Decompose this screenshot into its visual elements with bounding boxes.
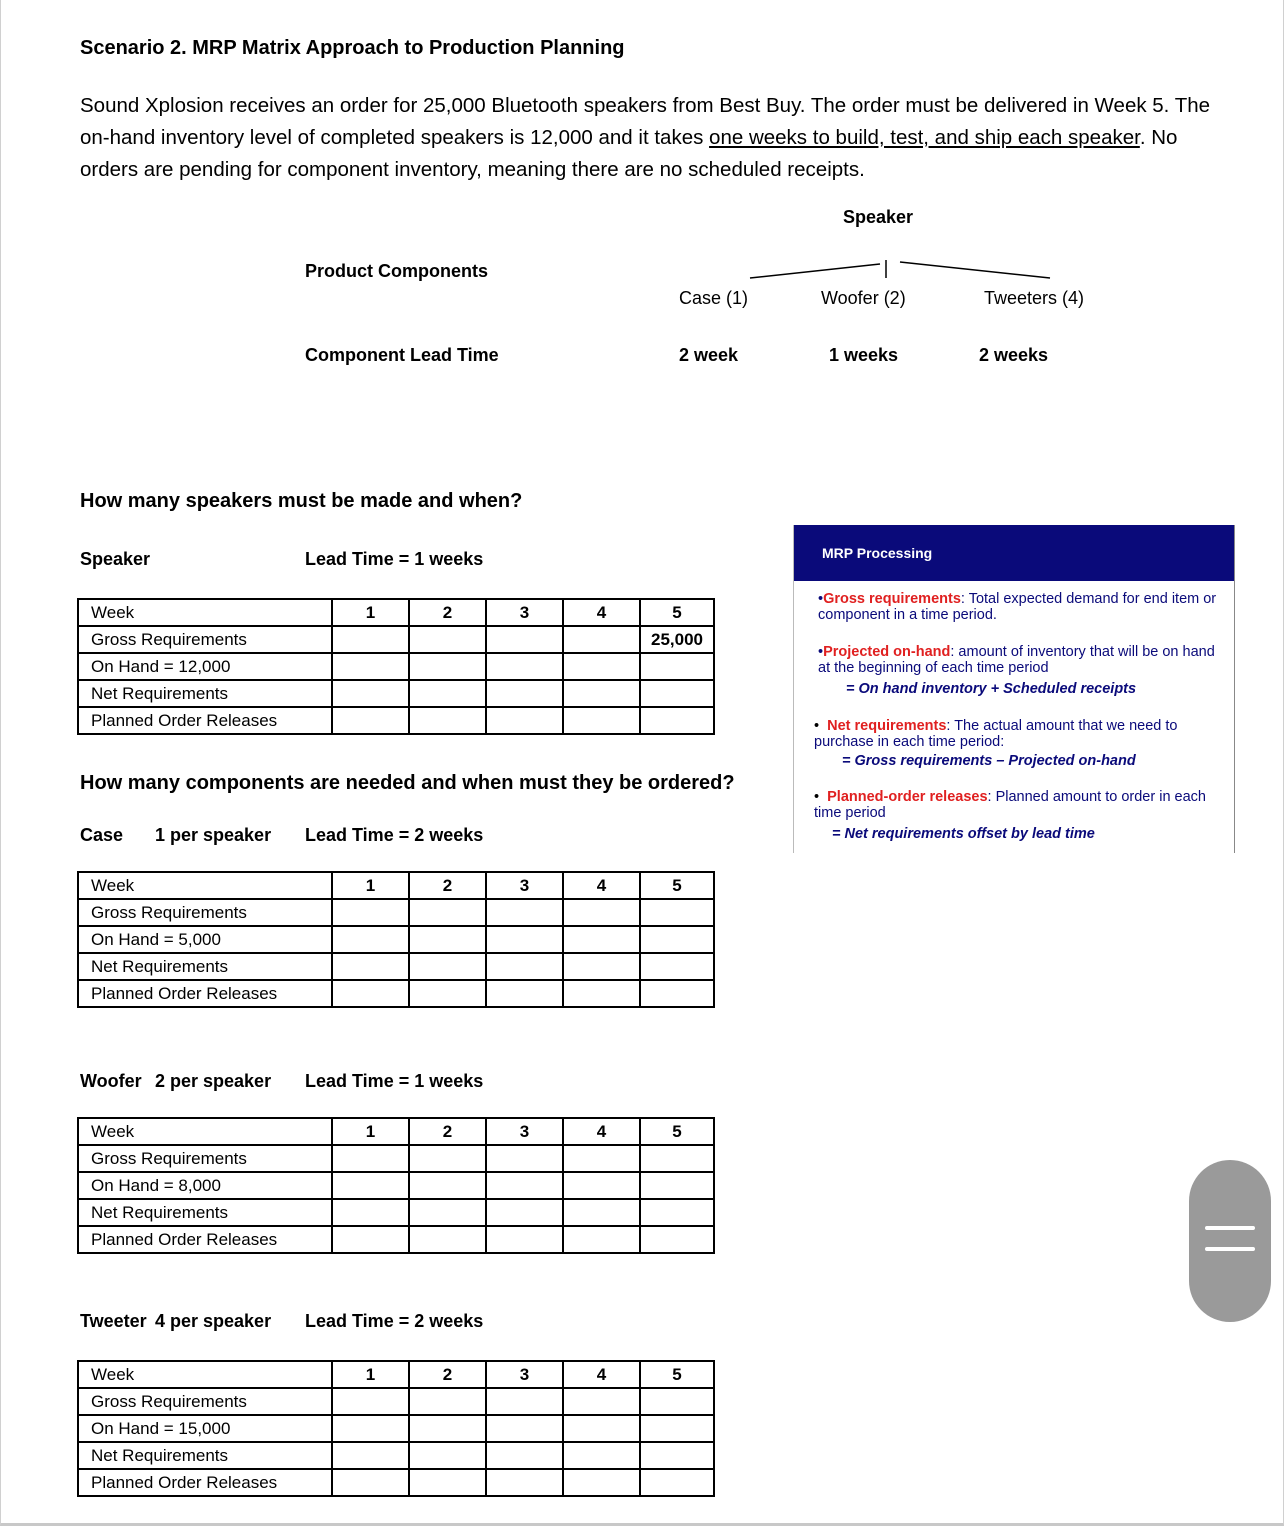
onhand-row [78, 1172, 714, 1199]
component-lead-time-label: Component Lead Time [305, 345, 499, 365]
planned-cell[interactable] [486, 1226, 563, 1253]
planned-label: Planned Order Releases [78, 707, 332, 734]
net-row [78, 1442, 714, 1469]
week-header: 1 [332, 872, 409, 899]
gross-cell[interactable] [563, 1145, 640, 1172]
mrp-formula: = Gross requirements – Projected on-hand [842, 753, 1136, 769]
tweeter-mrp-table [77, 1360, 715, 1497]
gross-cell[interactable] [409, 1145, 486, 1172]
planned-cell[interactable] [332, 980, 409, 1007]
onhand-cell[interactable] [486, 1172, 563, 1199]
gross-row [78, 1388, 714, 1415]
week-header: 1 [332, 599, 409, 626]
gross-cell[interactable] [332, 626, 409, 653]
scenario-paragraph [80, 90, 1220, 186]
tweeter-per-speaker: 4 per speaker [155, 1311, 272, 1331]
planned-cell[interactable] [409, 1226, 486, 1253]
onhand-cell[interactable] [332, 926, 409, 953]
question-speakers: How many speakers must be made and when? [80, 490, 523, 512]
mrp-desc: Planned amount to order in each time period [814, 789, 1206, 821]
week-header: 2 [409, 1361, 486, 1388]
gross-row [78, 626, 714, 653]
mrp-processing-header [794, 525, 1234, 581]
bullet-icon: • [818, 591, 824, 607]
bom-component-case: Case (1) [679, 288, 749, 308]
bom-root: Speaker [843, 207, 914, 227]
week-header: 5 [640, 1361, 714, 1388]
onhand-cell[interactable] [640, 1415, 714, 1442]
week-header: 5 [640, 599, 714, 626]
planned-cell[interactable] [563, 1469, 640, 1496]
net-cell[interactable] [640, 953, 714, 980]
intro-text-1: Sound Xplosion receives an order for 25,000 Bluetooth speakers from Best Buy. The order must be delivered in Week 5. The on-hand inventory level of completed speakers is 12,000 and it takes [80, 94, 1211, 149]
net-cell[interactable] [640, 680, 714, 707]
net-row [78, 953, 714, 980]
gross-cell[interactable] [486, 1145, 563, 1172]
lead-time-case: 2 week [679, 345, 739, 365]
week-label: Week [78, 1118, 332, 1145]
onhand-label: On Hand = 5,000 [78, 926, 332, 953]
bullet-icon: • [814, 718, 820, 734]
mrp-term: Net requirements [827, 718, 947, 734]
onhand-cell[interactable] [640, 653, 714, 680]
mrp-processing-panel [793, 525, 1235, 853]
week-row [78, 1118, 714, 1145]
net-cell[interactable] [640, 1199, 714, 1226]
mrp-desc: amount of inventory that will be on hand at the beginning of each time period [818, 644, 1215, 676]
speaker-lead-time: Lead Time = 1 weeks [305, 549, 484, 569]
net-cell[interactable] [563, 1442, 640, 1469]
planned-cell[interactable] [640, 980, 714, 1007]
net-cell[interactable] [332, 1199, 409, 1226]
net-cell[interactable] [409, 1199, 486, 1226]
onhand-label: On Hand = 15,000 [78, 1415, 332, 1442]
gross-label: Gross Requirements [78, 1145, 332, 1172]
net-cell[interactable] [332, 953, 409, 980]
planned-row [78, 1226, 714, 1253]
mrp-term: Gross requirements [823, 591, 961, 607]
week-header: 2 [409, 599, 486, 626]
gross-row [78, 1145, 714, 1172]
gross-cell[interactable] [640, 899, 714, 926]
planned-cell[interactable] [409, 980, 486, 1007]
gross-cell[interactable] [486, 626, 563, 653]
net-cell[interactable] [332, 680, 409, 707]
onhand-cell[interactable] [332, 1415, 409, 1442]
onhand-row [78, 653, 714, 680]
mrp-desc: Total expected demand for end item or component in a time period. [818, 591, 1217, 623]
planned-row [78, 980, 714, 1007]
gross-cell[interactable] [640, 1145, 714, 1172]
onhand-cell[interactable] [332, 1172, 409, 1199]
planned-cell[interactable] [640, 707, 714, 734]
onhand-label: On Hand = 12,000 [78, 653, 332, 680]
mrp-formula: = On hand inventory + Scheduled receipts [846, 681, 1137, 697]
net-cell[interactable] [563, 953, 640, 980]
lead-time-tweeters: 2 weeks [979, 345, 1049, 365]
net-cell[interactable] [409, 953, 486, 980]
net-row [78, 1199, 714, 1226]
onhand-cell[interactable] [486, 926, 563, 953]
gross-cell[interactable] [640, 1388, 714, 1415]
handle-grip-line [1205, 1226, 1255, 1230]
week-header: 5 [640, 1118, 714, 1145]
mrp-item-projected [818, 644, 1228, 697]
onhand-cell[interactable] [409, 926, 486, 953]
intro-text-2: . No orders are pending for component inventory, meaning there are no scheduled receipts. [80, 126, 1178, 181]
mrp-formula: = Net requirements offset by lead time [832, 826, 1095, 842]
gross-cell[interactable] [563, 1388, 640, 1415]
gross-cell[interactable] [332, 899, 409, 926]
planned-cell[interactable] [332, 707, 409, 734]
woofer-mrp-table [77, 1117, 715, 1254]
net-cell[interactable] [409, 680, 486, 707]
planned-cell[interactable] [332, 1469, 409, 1496]
planned-cell[interactable] [640, 1469, 714, 1496]
gross-cell[interactable] [409, 899, 486, 926]
tweeter-table-name: Tweeter [80, 1311, 147, 1331]
gross-cell[interactable] [486, 1388, 563, 1415]
mrp-desc: The actual amount that we need to purchase in each time period: [814, 718, 1178, 750]
planned-cell[interactable] [563, 980, 640, 1007]
net-cell[interactable] [563, 1199, 640, 1226]
mrp-term: Projected on-hand [823, 644, 951, 660]
onhand-cell[interactable] [563, 1415, 640, 1442]
woofer-lead-time: Lead Time = 1 weeks [305, 1071, 484, 1091]
split-view-handle[interactable] [1189, 1160, 1271, 1322]
net-label: Net Requirements [78, 953, 332, 980]
speaker-table-name: Speaker [80, 549, 151, 569]
woofer-table-name: Woofer [80, 1071, 142, 1091]
week-header: 4 [563, 872, 640, 899]
week-header: 3 [486, 872, 563, 899]
week-label: Week [78, 872, 332, 899]
net-cell[interactable] [563, 680, 640, 707]
planned-cell[interactable] [640, 1226, 714, 1253]
mrp-colon: : [987, 789, 992, 805]
gross-cell[interactable] [563, 626, 640, 653]
week-header: 4 [563, 1361, 640, 1388]
gross-cell[interactable] [563, 899, 640, 926]
planned-cell[interactable] [563, 1226, 640, 1253]
onhand-cell[interactable] [640, 926, 714, 953]
planned-cell[interactable] [486, 1469, 563, 1496]
net-cell[interactable] [486, 953, 563, 980]
onhand-cell[interactable] [563, 653, 640, 680]
net-cell[interactable] [640, 1442, 714, 1469]
onhand-cell[interactable] [486, 1415, 563, 1442]
bom-component-tweeters: Tweeters (4) [984, 288, 1085, 308]
week-row [78, 599, 714, 626]
question-components: How many components are needed and when must they be ordered? [80, 772, 735, 794]
mrp-item-net [814, 718, 1224, 769]
planned-label: Planned Order Releases [78, 1469, 332, 1496]
net-label: Net Requirements [78, 680, 332, 707]
page-title: Scenario 2. MRP Matrix Approach to Production Planning [80, 37, 625, 59]
net-cell[interactable] [486, 1442, 563, 1469]
week-label: Week [78, 1361, 332, 1388]
net-cell[interactable] [486, 1199, 563, 1226]
planned-cell[interactable] [563, 707, 640, 734]
onhand-row [78, 1415, 714, 1442]
onhand-cell[interactable] [486, 653, 563, 680]
gross-label: Gross Requirements [78, 899, 332, 926]
onhand-cell[interactable] [563, 926, 640, 953]
lead-time-woofer: 1 weeks [829, 345, 899, 365]
handle-grip-line [1205, 1247, 1255, 1251]
week-header: 2 [409, 872, 486, 899]
case-table-name: Case [80, 825, 124, 845]
case-per-speaker: 1 per speaker [155, 825, 272, 845]
gross-cell[interactable] [409, 626, 486, 653]
bullet-icon: • [814, 789, 820, 805]
week-header: 3 [486, 1361, 563, 1388]
week-header: 1 [332, 1118, 409, 1145]
gross-label: Gross Requirements [78, 626, 332, 653]
mrp-colon: : [950, 644, 955, 660]
planned-cell[interactable] [332, 1226, 409, 1253]
bullet-icon: • [818, 644, 824, 660]
bom-component-woofer: Woofer (2) [821, 288, 906, 308]
mrp-processing-title: MRP Processing [822, 545, 933, 561]
net-label: Net Requirements [78, 1442, 332, 1469]
gross-label: Gross Requirements [78, 1388, 332, 1415]
week-header: 2 [409, 1118, 486, 1145]
gross-cell[interactable] [332, 1145, 409, 1172]
onhand-row [78, 926, 714, 953]
mrp-term: Planned-order releases [827, 789, 988, 805]
week-row [78, 1361, 714, 1388]
tweeter-lead-time: Lead Time = 2 weeks [305, 1311, 484, 1331]
gross-cell[interactable] [409, 1388, 486, 1415]
planned-cell[interactable] [409, 1469, 486, 1496]
planned-label: Planned Order Releases [78, 980, 332, 1007]
net-row [78, 680, 714, 707]
woofer-per-speaker: 2 per speaker [155, 1071, 272, 1091]
planned-row [78, 707, 714, 734]
planned-row [78, 1469, 714, 1496]
planned-cell[interactable] [409, 707, 486, 734]
case-lead-time: Lead Time = 2 weeks [305, 825, 484, 845]
gross-cell[interactable] [486, 899, 563, 926]
planned-label: Planned Order Releases [78, 1226, 332, 1253]
planned-cell[interactable] [486, 707, 563, 734]
onhand-cell[interactable] [332, 653, 409, 680]
week-header: 4 [563, 599, 640, 626]
onhand-cell[interactable] [409, 1172, 486, 1199]
onhand-cell[interactable] [640, 1172, 714, 1199]
planned-cell[interactable] [486, 980, 563, 1007]
bom-tree-lines [740, 250, 1060, 290]
week-header: 3 [486, 599, 563, 626]
week-label: Week [78, 599, 332, 626]
mrp-colon: : [960, 591, 965, 607]
product-components-label: Product Components [305, 261, 488, 281]
week-header: 3 [486, 1118, 563, 1145]
mrp-item-planned [814, 789, 1224, 842]
week-row [78, 872, 714, 899]
mrp-colon: : [946, 718, 951, 734]
net-cell[interactable] [486, 680, 563, 707]
case-mrp-table [77, 871, 715, 1008]
week-header: 4 [563, 1118, 640, 1145]
net-cell[interactable] [409, 1442, 486, 1469]
week-header: 5 [640, 872, 714, 899]
onhand-cell[interactable] [409, 653, 486, 680]
onhand-cell[interactable] [409, 1415, 486, 1442]
speaker-mrp-table [77, 598, 715, 735]
gross-row [78, 899, 714, 926]
onhand-label: On Hand = 8,000 [78, 1172, 332, 1199]
net-cell[interactable] [332, 1442, 409, 1469]
week-header: 1 [332, 1361, 409, 1388]
onhand-cell[interactable] [563, 1172, 640, 1199]
intro-underlined: one weeks to build, test, and ship each speaker [709, 126, 1140, 149]
mrp-item-gross [818, 591, 1228, 623]
net-label: Net Requirements [78, 1199, 332, 1226]
gross-cell[interactable]: 25,000 [640, 626, 714, 653]
gross-cell[interactable] [332, 1388, 409, 1415]
